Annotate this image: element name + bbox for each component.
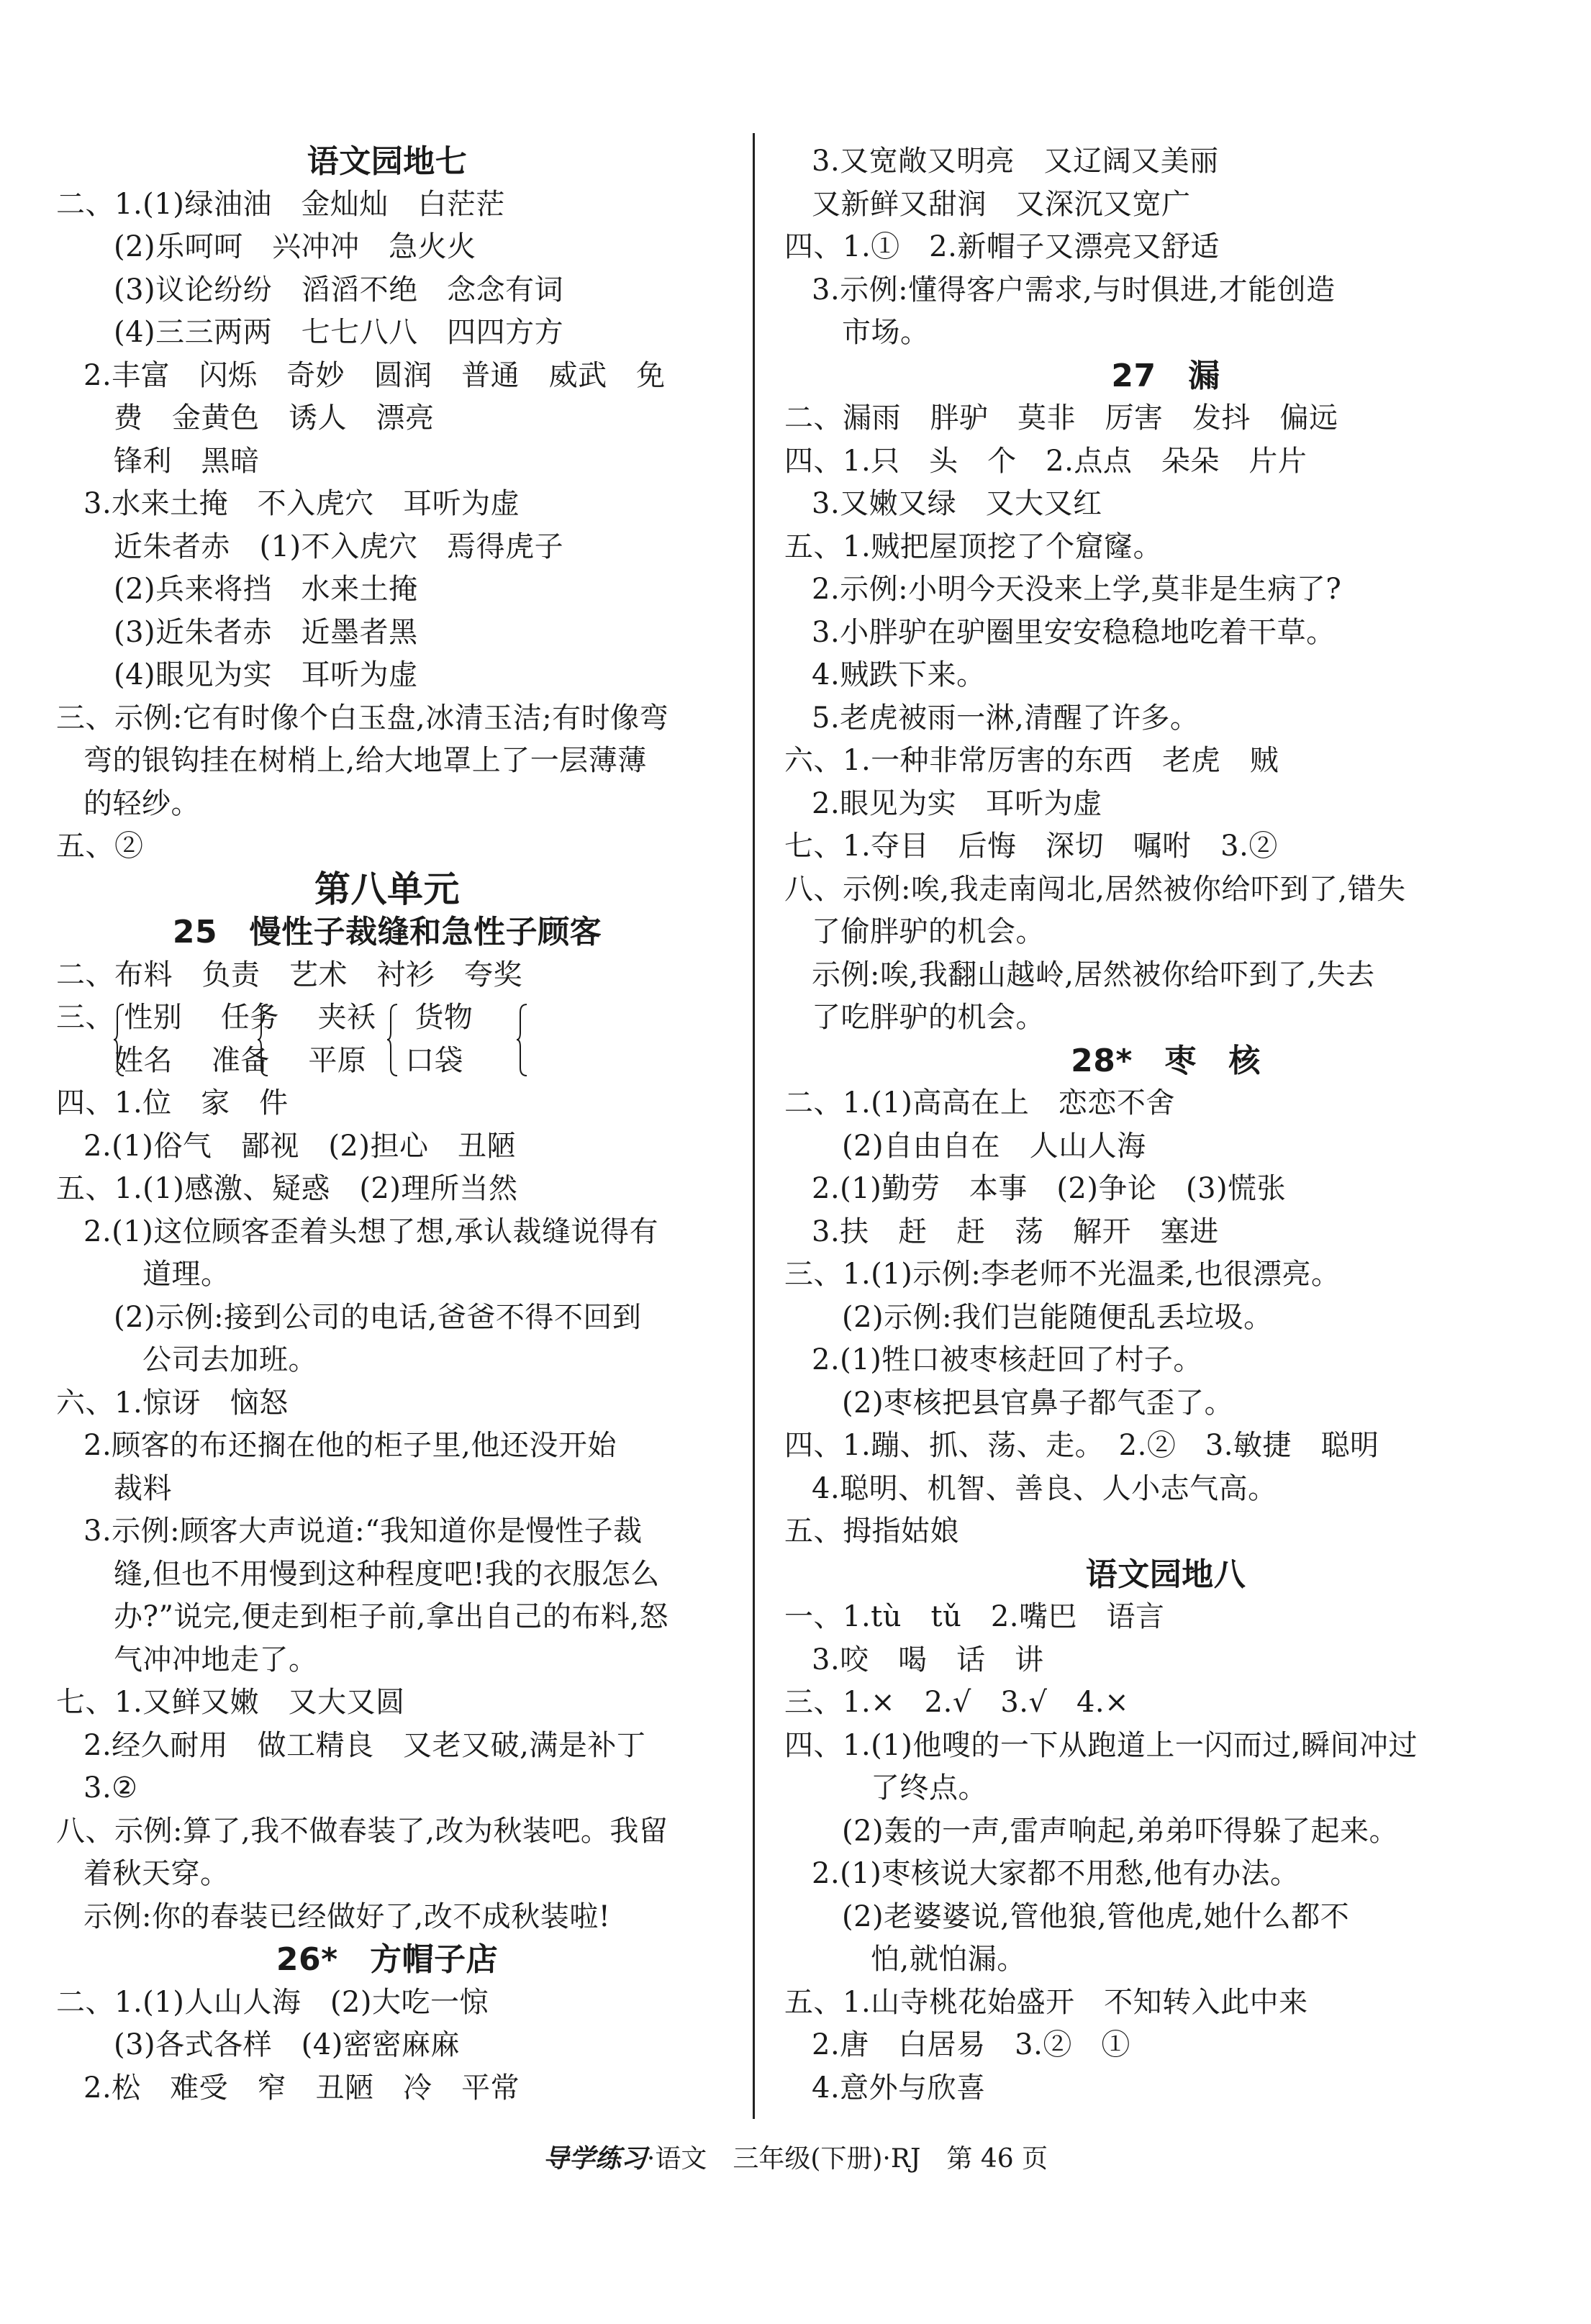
section-heading: 第八单元 — [314, 868, 460, 910]
brace-icon — [256, 1002, 271, 1078]
answer-line: 缝,但也不用慢到这种程度吧!我的衣服怎么 — [114, 1557, 660, 1591]
answer-line: 七、1.夺目 后悔 深切 嘱咐 3.② — [784, 830, 1278, 863]
answer-line: 了吃胖驴的机会。 — [812, 1001, 1045, 1034]
answer-line: 二、1.(1)绿油油 金灿灿 白茫茫 — [56, 187, 505, 221]
answer-line: 3.又嫩又绿 又大又红 — [812, 487, 1102, 520]
answer-line: 2.(1)俗气 鄙视 (2)担心 丑陋 — [83, 1129, 516, 1163]
answer-line: 近朱者赤 (1)不入虎穴 焉得虎子 — [114, 530, 564, 563]
answer-line: (2)示例:接到公司的电话,爸爸不得不回到 — [114, 1300, 642, 1334]
answer-line: 姓名 准备 平原 口袋 — [56, 1043, 464, 1077]
answer-line: 3.水来土掩 不入虎穴 耳听为虚 — [83, 487, 520, 520]
brace-icon — [515, 1002, 530, 1078]
answer-line: 3.示例:懂得客户需求,与时俱进,才能创造 — [812, 273, 1336, 307]
answer-line: 示例:你的春装已经做好了,改不成秋装啦! — [83, 1899, 611, 1933]
answer-line: (3)议论纷纷 滔滔不绝 念念有词 — [114, 273, 564, 307]
answer-line: (2)乐呵呵 兴冲冲 急火火 — [114, 230, 476, 263]
page-footer — [0, 2141, 1591, 2177]
answer-line: 4.聪明、机智、善良、人小志气高。 — [812, 1471, 1277, 1505]
answer-line: (4)眼见为实 耳听为虚 — [114, 658, 418, 691]
answer-line: 2.示例:小明今天没来上学,莫非是生病了? — [812, 573, 1342, 606]
answer-line: 五、拇指姑娘 — [784, 1515, 959, 1548]
answer-line: 2.经久耐用 做工精良 又老又破,满是补丁 — [83, 1728, 646, 1762]
answer-line: 五、1.贼把屋顶挖了个窟窿。 — [784, 530, 1163, 563]
answer-line: 四、1.(1)他嗖的一下从跑道上一闪而过,瞬间冲过 — [784, 1728, 1418, 1762]
answer-line: 三、示例:它有时像个白玉盘,冰清玉洁;有时像弯 — [56, 701, 669, 735]
answer-line: 二、布料 负责 艺术 衬衫 夸奖 — [56, 958, 522, 991]
brace-icon — [112, 1002, 127, 1078]
answer-line: 三、1.× 2.√ 3.√ 4.× — [784, 1686, 1130, 1719]
answer-line: 3.咬 喝 话 讲 — [812, 1643, 1044, 1676]
answer-line: 气冲冲地走了。 — [114, 1643, 318, 1676]
answer-line: (4)三三两两 七七八八 四四方方 — [114, 316, 564, 349]
answer-line: 二、1.(1)高高在上 恋恋不舍 — [784, 1086, 1175, 1120]
answer-line: 2.松 难受 窄 丑陋 冷 平常 — [83, 2071, 520, 2105]
answer-line: 办?”说完,便走到柜子前,拿出自己的布料,怒 — [114, 1600, 669, 1633]
answer-line: 五、1.山寺桃花始盛开 不知转入此中来 — [784, 1985, 1308, 2019]
answer-line: 2.唐 白居易 3.② ① — [812, 2028, 1130, 2061]
answer-line: 锋利 黑暗 — [114, 444, 260, 478]
answer-line: 4.贼跌下来。 — [812, 658, 986, 691]
section-heading: 25 慢性子裁缝和急性子顾客 — [172, 914, 602, 950]
answer-line: 二、1.(1)人山人海 (2)大吃一惊 — [56, 1985, 489, 2019]
answer-line: 3.小胖驴在驴圈里安安稳稳地吃着干草。 — [812, 615, 1336, 649]
answer-line: 费 金黄色 诱人 漂亮 — [114, 401, 435, 435]
answer-line: 市场。 — [842, 316, 930, 349]
answer-line: 5.老虎被雨一淋,清醒了许多。 — [812, 701, 1200, 735]
answer-line: (2)枣核把县官鼻子都气歪了。 — [842, 1386, 1234, 1420]
answer-line: 3.② — [83, 1771, 138, 1805]
answer-line: 一、1.tù tǔ 2.嘴巴 语言 — [784, 1600, 1165, 1633]
answer-line: 的轻纱。 — [83, 786, 200, 820]
answer-line: (3)近朱者赤 近墨者黑 — [114, 615, 418, 649]
footer-logo: 导学练习 — [543, 2144, 647, 2174]
answer-line: 四、1.① 2.新帽子又漂亮又舒适 — [784, 230, 1220, 263]
answer-line: 怕,就怕漏。 — [871, 1943, 1026, 1976]
footer-info: ·语文 三年级(下册)·RJ 第 46 页 — [646, 2144, 1048, 2174]
answer-line: 2.(1)枣核说大家都不用愁,他有办法。 — [812, 1857, 1300, 1890]
answer-line: (3)各式各样 (4)密密麻麻 — [114, 2028, 460, 2061]
answer-line: 3.示例:顾客大声说道:“我知道你是慢性子裁 — [83, 1515, 643, 1548]
section-heading: 27 漏 — [1111, 357, 1220, 394]
answer-line: 三、1.(1)示例:李老师不光温柔,也很漂亮。 — [784, 1258, 1341, 1291]
section-heading: 语文园地八 — [1085, 1556, 1246, 1593]
answer-line: 五、1.(1)感激、疑惑 (2)理所当然 — [56, 1172, 518, 1205]
answer-line: (2)老婆婆说,管他狼,管他虎,她什么都不 — [842, 1899, 1350, 1933]
answer-line: 又新鲜又甜润 又深沉又宽广 — [812, 187, 1191, 221]
brace-icon — [386, 1002, 400, 1078]
answer-line: 五、② — [56, 830, 144, 863]
answer-line: 二、漏雨 胖驴 莫非 厉害 发抖 偏远 — [784, 401, 1338, 435]
answer-line: 六、1.一种非常厉害的东西 老虎 贼 — [784, 744, 1279, 777]
right-column — [784, 140, 1547, 2110]
answer-line: 了偷胖驴的机会。 — [812, 915, 1045, 948]
answer-line: 四、1.只 头 个 2.点点 朵朵 片片 — [784, 444, 1307, 478]
answer-line: 六、1.惊讶 恼怒 — [56, 1386, 289, 1420]
answer-line: 了终点。 — [871, 1771, 987, 1805]
answer-line: (2)轰的一声,雷声响起,弟弟吓得躲了起来。 — [842, 1814, 1399, 1848]
answer-line: 4.意外与欣喜 — [812, 2071, 986, 2105]
answer-line: (2)示例:我们岂能随便乱丢垃圾。 — [842, 1300, 1273, 1334]
answer-line: 2.眼见为实 耳听为虚 — [812, 786, 1102, 820]
section-heading: 语文园地七 — [307, 143, 468, 180]
answer-line: 四、1.位 家 件 — [56, 1086, 289, 1120]
answer-line: 三、 性别 任务 夹袄 货物 — [56, 997, 718, 1040]
section-heading: 28* 枣 核 — [1071, 1042, 1261, 1079]
column-divider — [753, 133, 755, 2119]
answer-line: 八、示例:算了,我不做春装了,改为秋装吧。我留 — [56, 1814, 668, 1848]
answer-line: (2)兵来将挡 水来土掩 — [114, 573, 418, 606]
answer-line: (2)自由自在 人山人海 — [842, 1129, 1146, 1163]
answer-line: 道理。 — [142, 1258, 230, 1291]
answer-line: 示例:唉,我翻山越岭,居然被你给吓到了,失去 — [812, 958, 1375, 991]
answer-line: 四、1.蹦、抓、荡、走。 2.② 3.敏捷 聪明 — [784, 1429, 1379, 1462]
answer-line: 公司去加班。 — [142, 1343, 317, 1376]
answer-line: 2.(1)牲口被枣核赶回了村子。 — [812, 1343, 1202, 1376]
answer-line: 3.又宽敞又明亮 又辽阔又美丽 — [812, 145, 1219, 178]
answer-line: 2.(1)勤劳 本事 (2)争论 (3)慌张 — [812, 1172, 1287, 1205]
answer-line: 2.(1)这位顾客歪着头想了想,承认裁缝说得有 — [83, 1215, 659, 1248]
answer-line: 弯的银钩挂在树梢上,给大地罩上了一层薄薄 — [83, 744, 647, 777]
answer-line: 七、1.又鲜又嫩 又大又圆 — [56, 1686, 405, 1719]
answer-line: 裁料 — [114, 1471, 172, 1505]
answer-line: 3.扶 赶 赶 荡 解开 塞进 — [812, 1215, 1219, 1248]
answer-line: 八、示例:唉,我走南闯北,居然被你给吓到了,错失 — [784, 872, 1406, 906]
answer-line: 2.顾客的布还搁在他的柜子里,他还没开始 — [83, 1429, 617, 1462]
answer-line: 2.丰富 闪烁 奇妙 圆润 普通 威武 免 — [83, 358, 666, 392]
section-heading: 26* 方帽子店 — [276, 1941, 499, 1978]
answer-line: 着秋天穿。 — [83, 1857, 230, 1890]
left-column — [56, 140, 718, 2110]
